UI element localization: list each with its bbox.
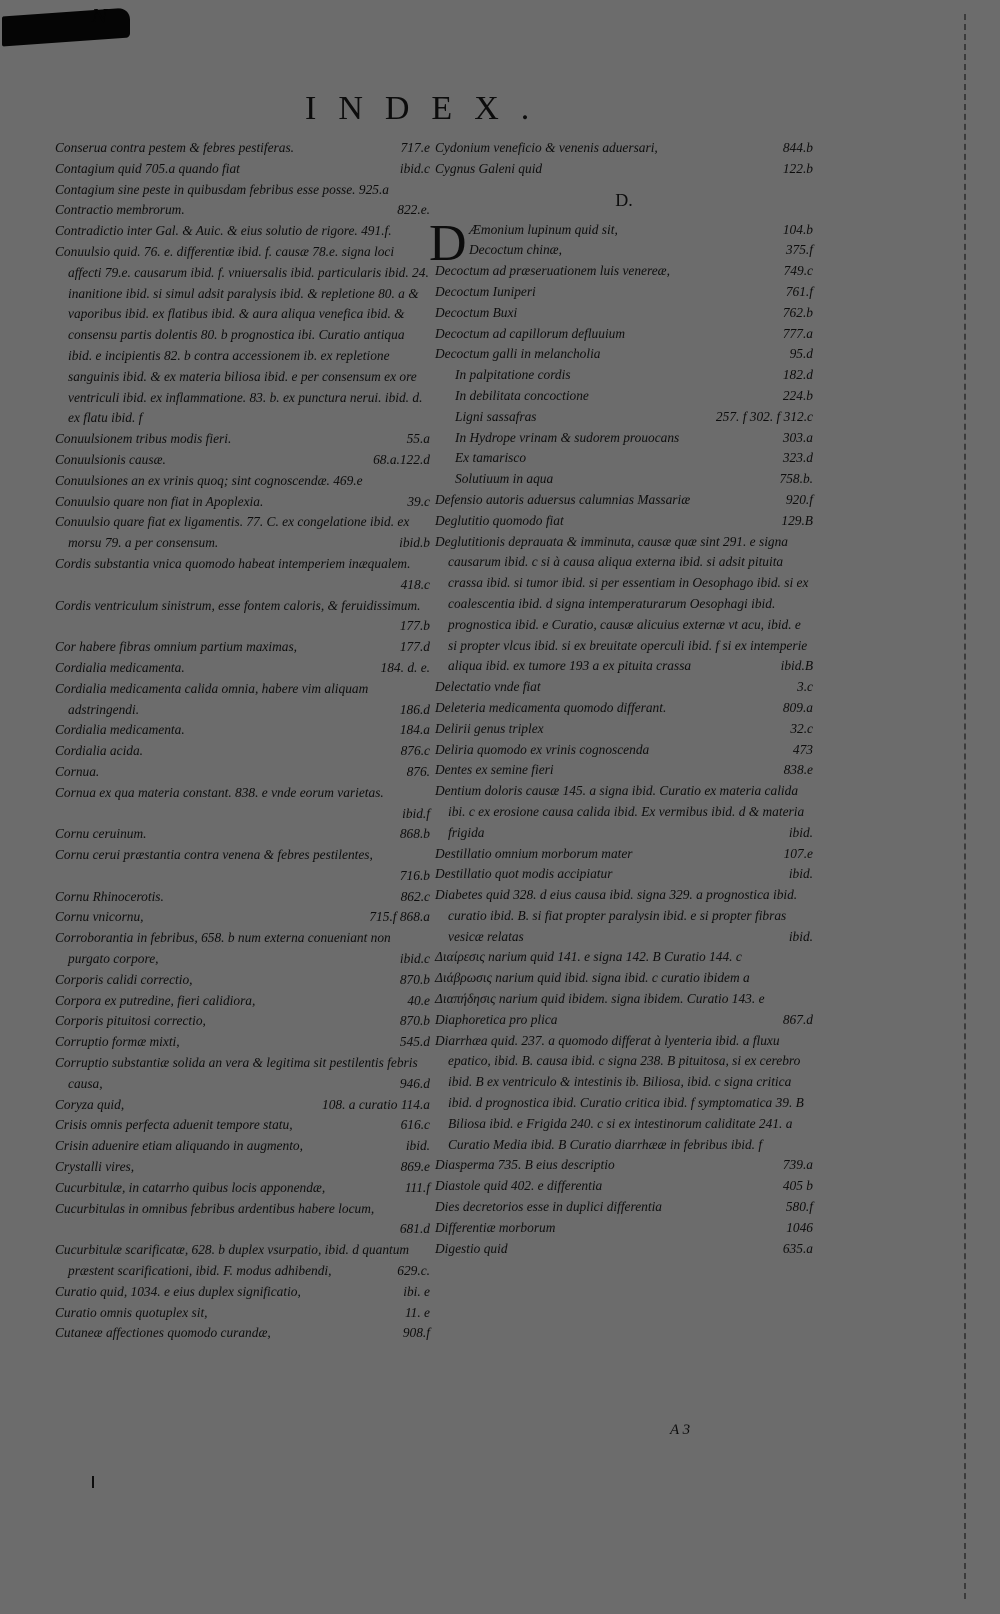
index-entry-text: Cornu cerui præstantia contra venena & febres pestilentes,	[55, 847, 373, 863]
index-entry-text: Contradictio inter Gal. & Auic. & eius solutio de rigore. 491.f.	[55, 223, 392, 239]
index-page-reference: 68.a.122.d	[373, 451, 430, 467]
index-entry	[55, 180, 430, 201]
index-column-left	[55, 138, 430, 1344]
index-entry-text: Cutaneæ affectiones quomodo curandæ,	[55, 1325, 271, 1341]
index-page-reference: 761.f	[785, 283, 813, 299]
index-entry	[55, 1240, 430, 1282]
page-edge	[964, 14, 978, 1599]
index-entry-text: Crisis omnis perfecta aduenit tempore statu,	[55, 1117, 293, 1133]
index-entry-text: Cor habere fibras omnium partium maximas,	[55, 639, 298, 655]
index-page-reference: 182.d	[782, 367, 813, 383]
dropcap-entries	[435, 220, 813, 262]
index-entry-text: Conuulsio quid. 76. e. differentiæ ibid. f. causæ 78.e. signa loci affecti 79.e. causarum ibid. f. vniuersalis ibid. particularis ibid. 24. inanitione ibid. si simul adsit paralysis ibid. & repletione 80. a & vaporibus ibid. ex flatibus ibid. & aura aliqua venefica ibid. & consensu partis dolentis 80. b prognostica ibi. Curatio antiqua ibid. e incipientis 82. b contra accessionem ib. ex repletione sanguinis ibid. & ex materia biliosa ibid. e per consensum ex ore ventriculi ibid. ex inflammatione. 83. b. ex punctura nerui. ibid. d. ex flatu ibid. f	[55, 243, 429, 426]
index-entry	[435, 760, 813, 781]
index-page-reference: 946.d	[399, 1075, 430, 1091]
index-entry-text: Decoctum ad præseruationem luis venereæ,	[435, 263, 670, 279]
index-entry-text: Cydonium veneficio & venenis aduersari,	[435, 140, 658, 155]
index-page-reference: 184.a	[399, 722, 430, 738]
index-page-reference: 32.c	[790, 720, 813, 736]
index-entry	[55, 887, 430, 908]
index-entry-text: Corroborantia in febribus, 658. b num externa conueniant non purgato corpore,	[55, 930, 391, 967]
index-entry	[55, 596, 430, 638]
index-page-reference: 107.e	[783, 845, 813, 861]
index-entry	[435, 532, 813, 678]
index-entry-text: Cordialia acida.	[55, 743, 144, 759]
index-entry-text: Dentes ex semine fieri	[435, 762, 554, 778]
index-column-right	[429, 138, 813, 1259]
index-page-reference: 418.c	[400, 576, 430, 592]
index-entry	[55, 200, 430, 221]
index-entry	[55, 471, 430, 492]
index-entry	[435, 511, 813, 532]
index-page-reference: 681.d	[399, 1221, 430, 1237]
signature-mark: A 3	[670, 1422, 691, 1438]
index-entry-text: Cucurbitulæ, in catarrho quibus locis apponendæ,	[55, 1179, 326, 1195]
index-entry-text: Conserua contra pestem & febres pestiferas.	[55, 140, 295, 155]
index-entry-text: Crystalli vires,	[55, 1159, 135, 1175]
index-entry	[55, 1323, 430, 1344]
index-entry	[435, 947, 813, 968]
index-page-reference: 545.d	[399, 1034, 430, 1050]
index-page-reference: 777.a	[782, 325, 813, 341]
index-entry	[55, 221, 430, 242]
index-page-reference: 111.f	[404, 1179, 430, 1195]
index-page-reference: 108. a curatio 114.a	[322, 1096, 430, 1112]
index-entry	[435, 1218, 813, 1239]
index-entry	[55, 1032, 430, 1053]
index-entry-text: Conuulsio quare fiat ex ligamentis. 77. C. ex congelatione ibid. ex morsu 79. a per consensum.	[55, 514, 410, 551]
index-entry	[55, 991, 430, 1012]
index-entry-text: In palpitatione cordis	[455, 367, 571, 383]
index-entry	[435, 677, 813, 698]
index-entry-text: Coryza quid,	[55, 1096, 125, 1112]
index-entry-text: Cornua.	[55, 763, 100, 779]
dropcap: D	[429, 214, 467, 272]
index-entry	[435, 220, 813, 241]
index-page-reference: 868.b	[399, 826, 430, 842]
page-title: INDEX.	[305, 90, 552, 127]
index-page-reference: 122.b	[782, 160, 813, 176]
index-entry	[55, 1053, 430, 1095]
index-page-reference: ibid.	[788, 928, 813, 944]
index-entry	[55, 679, 430, 721]
index-entry-text: Cordialia medicamenta.	[55, 722, 185, 738]
index-page-reference: 822.e.	[397, 202, 430, 218]
index-page-reference: 844.b	[782, 140, 813, 155]
index-page-reference: 11. e	[404, 1304, 430, 1320]
index-entry	[435, 989, 813, 1010]
index-entry	[435, 261, 813, 282]
index-entry	[435, 968, 813, 989]
index-page-reference: 3.c	[797, 679, 813, 695]
index-entry	[435, 698, 813, 719]
index-entry-text: Destillatio omnium morborum mater	[435, 845, 633, 861]
index-entry	[55, 1136, 430, 1157]
index-entry-text: Cordialia medicamenta calida omnia, habere vim aliquam adstringendi.	[55, 680, 369, 717]
index-entry-text: Conuulsio quare non fiat in Apoplexia.	[55, 493, 264, 509]
index-entry	[55, 658, 430, 679]
index-page-reference: 716.b	[399, 867, 430, 883]
index-page-reference: 580.f	[785, 1199, 813, 1215]
index-entry-text: Διαίρεσις narium quid 141. e signa 142. B Curatio 144. c	[435, 949, 742, 965]
index-entry	[55, 845, 430, 887]
index-page-reference: 715.f 868.a	[369, 909, 430, 925]
index-entry	[55, 492, 430, 513]
index-page-reference: 717.e	[400, 140, 430, 155]
index-page-reference: 375.f	[785, 242, 813, 258]
index-entry-text: Destillatio quot modis accipiatur	[435, 866, 613, 882]
index-entry	[435, 1197, 813, 1218]
index-entry-text: Delectatio vnde fiat	[435, 679, 541, 695]
index-entry-text: Cucurbitulæ scarificatæ, 628. b duplex vsurpatio, ibid. d quantum præstent scarificationi, ibid. F. modus adhibendi,	[55, 1242, 410, 1279]
index-page-reference: 876.	[406, 763, 430, 779]
index-entry	[55, 429, 430, 450]
index-entry	[55, 783, 430, 825]
index-page-reference: 739.a	[782, 1157, 813, 1173]
index-entry-text: Decoctum chinæ,	[469, 242, 562, 258]
index-entry-text: Differentiæ morborum	[435, 1219, 556, 1235]
index-entry-text: Cordis ventriculum sinistrum, esse fontem caloris, & feruidissimum.	[55, 597, 421, 613]
index-entry	[435, 448, 813, 469]
index-entry	[435, 159, 813, 180]
index-entry-text: Diasperma 735. B eius descriptio	[435, 1157, 615, 1173]
index-entry-text: Delirii genus triplex	[435, 720, 544, 736]
index-entry-text: Æmonium lupinum quid sit,	[469, 221, 618, 237]
index-entry	[435, 386, 813, 407]
index-page-reference: 257. f 302. f 312.c	[715, 408, 813, 424]
index-page-reference: 862.c	[400, 888, 430, 904]
index-entry	[435, 864, 813, 885]
index-page-reference: 876.c	[400, 743, 430, 759]
index-page-reference: 177.d	[399, 639, 430, 655]
index-entry-text: Cygnus Galeni quid	[435, 160, 543, 176]
index-entry	[435, 365, 813, 386]
index-entry	[435, 282, 813, 303]
index-page-reference: 867.d	[782, 1011, 813, 1027]
index-entry-text: Dies decretorios esse in duplici differentia	[435, 1199, 662, 1215]
index-entry-text: Curatio omnis quotuplex sit,	[55, 1304, 208, 1320]
index-entry	[435, 407, 813, 428]
index-page-reference: 104.b	[782, 221, 813, 237]
index-entry-text: Digestio quid	[435, 1240, 508, 1256]
index-entry	[435, 324, 813, 345]
index-entry-text: Deliria quomodo ex vrinis cognoscenda	[435, 741, 650, 757]
index-page-reference: 809.a	[782, 699, 813, 715]
index-entry-text: Decoctum Buxi	[435, 304, 518, 320]
index-entry-text: Contractio membrorum.	[55, 202, 185, 218]
index-page-reference: 635.a	[782, 1240, 813, 1256]
index-page-reference: 629.c.	[397, 1263, 430, 1279]
index-page-reference: 1046	[786, 1219, 813, 1235]
index-entry	[55, 1303, 430, 1324]
index-page-reference: 40.e	[407, 992, 430, 1008]
index-entry	[55, 970, 430, 991]
index-entry-text: Corruptio substantiæ solida an vera & legitima sit pestilentis febris causa,	[55, 1055, 418, 1091]
index-entry	[55, 1282, 430, 1303]
index-entry	[55, 450, 430, 471]
index-entry	[435, 1155, 813, 1176]
index-entry-text: In Hydrope vrinam & sudorem prouocans	[455, 429, 680, 445]
index-entry-text: Diaphoretica pro plica	[435, 1011, 558, 1027]
index-entry-text: Cornu ceruinum.	[55, 826, 147, 842]
index-page-reference: 616.c	[400, 1117, 430, 1133]
index-entry-text: Corruptio formæ mixti,	[55, 1034, 180, 1050]
index-page-reference: 405 b	[782, 1178, 813, 1194]
index-entry	[435, 1239, 813, 1260]
index-entry-text: Conuulsiones an ex vrinis quoq; sint cognoscendæ. 469.e	[55, 472, 363, 488]
index-page-reference: 762.b	[782, 304, 813, 320]
index-entry-text: Contagium quid 705.a quando fiat	[55, 160, 240, 176]
index-entry	[55, 824, 430, 845]
section-heading: D.	[615, 189, 633, 210]
index-page-reference: 870.b	[399, 971, 430, 987]
index-entry	[55, 907, 430, 928]
index-entry	[435, 490, 813, 511]
index-entry-text: Deglutitionis deprauata & imminuta, causæ quæ sint 291. e signa causarum ibid. c si à causa aliqua externa ibid. si adsit pituita crassa ibid. si tumor ibid. si per essentiam in Oesophago ibid. si ex coalescentia ibid. d signa intemperaturarum Oesophagi ibid. prognostica ibid. e Curatio, causæ alicuius externæ vt acu, ibid. e si propter vlcus ibid. si ex breuitate operculi ibid. f si ex intemperie aliqua ibid. ex tumore 193 a ex pituita crassa	[435, 533, 809, 674]
index-entry-text: Corporis pituitosi correctio,	[55, 1013, 206, 1029]
index-entry	[55, 1115, 430, 1136]
index-entry-text: Διαπήδησις narium quid ibidem. signa ibidem. Curatio 143. e	[435, 991, 765, 1007]
index-entry-text: Διάβρωσις narium quid ibid. signa ibid. c curatio ibidem a	[435, 970, 750, 986]
index-entry-text: Diabetes quid 328. d eius causa ibid. signa 329. a prognostica ibid. curatio ibid. B. si fiat propter paralysin ibid. e si propter fibras vesicæ relatas	[435, 887, 798, 944]
index-page-reference: 869.e	[400, 1159, 430, 1175]
index-entry	[435, 469, 813, 490]
index-entry-text: Cornu Rhinocerotis.	[55, 888, 164, 904]
index-page-reference: 908.f	[402, 1325, 430, 1341]
index-entry-text: Cornu vnicornu,	[55, 909, 144, 925]
ink-blot	[2, 8, 130, 47]
index-entry-text: Decoctum ad capillorum defluuium	[435, 325, 626, 341]
index-page-reference: ibid.	[405, 1138, 430, 1154]
index-entry-text: Conuulsionis causæ.	[55, 451, 166, 467]
index-entry-text: In debilitata concoctione	[455, 387, 589, 403]
index-entry	[55, 741, 430, 762]
index-entry-text: Ligni sassafras	[455, 408, 537, 424]
index-page-reference: 129.B	[781, 512, 813, 528]
index-entry	[55, 1095, 430, 1116]
index-entry-text: Curatio quid, 1034. e eius duplex significatio,	[55, 1283, 301, 1299]
index-entry-text: Contagium sine peste in quibusdam febribus esse posse. 925.a	[55, 181, 390, 197]
index-entry	[55, 762, 430, 783]
index-entry-text: Conuulsionem tribus modis fieri.	[55, 431, 232, 447]
index-entry	[55, 138, 430, 159]
index-page-reference: ibi. e	[403, 1283, 430, 1299]
corner-text: N	[92, 6, 109, 27]
index-page-reference: ibid.B	[780, 658, 813, 674]
index-page-reference: 838.e	[783, 762, 813, 778]
index-entry-text: Diastole quid 402. e differentia	[435, 1178, 603, 1194]
index-page-reference: 186.d	[399, 701, 430, 717]
index-entry	[435, 428, 813, 449]
index-entry-text: Diarrhæa quid. 237. a quomodo differat à lyenteria ibid. a fluxu epatico, ibid. B. causa ibid. c signa 238. B pituitosa, si ex cerebro ibid. B ex ventriculo & intestinis ib. Biliosa, ibid. c signa critica ibid. d prognostica ibid. Curatio critica ibid. f symptomatica 39. B Biliosa ibid. e Frigida 240. c si ex intestinorum caliditate 241. a Curatio Media ibid. B Curatio diarrhææ in febribus ibid. f	[435, 1032, 804, 1152]
index-entry-text: Corporis calidi correctio,	[55, 971, 193, 987]
index-page-reference: 39.c	[407, 493, 430, 509]
index-entry	[435, 240, 813, 261]
index-page-reference: ibid.	[788, 866, 813, 882]
index-page-reference: ibid.c	[399, 160, 430, 176]
index-entry-text: Dentium doloris causæ 145. a signa ibid. Curatio ex materia calida ibi. c ex erosione causa calida ibid. Ex vermibus ibid. d & materia frigida	[435, 783, 805, 840]
index-page-reference: ibid.b	[399, 535, 430, 551]
index-entry	[55, 720, 430, 741]
index-page-reference: 870.b	[399, 1013, 430, 1029]
margin-mark	[92, 1476, 94, 1488]
index-entry	[435, 719, 813, 740]
index-entry	[435, 844, 813, 865]
index-page-reference: 184. d. e.	[380, 659, 430, 675]
index-entry-text: Defensio autoris aduersus calumnias Massariæ	[435, 491, 691, 507]
index-entry-text: Deglutitio quomodo fiat	[435, 512, 564, 528]
index-page-reference: ibid.f	[402, 805, 430, 821]
index-page-reference: ibid.c	[399, 951, 430, 967]
index-page-reference: 920.f	[785, 491, 813, 507]
index-entry	[55, 1178, 430, 1199]
index-entry	[435, 138, 813, 159]
index-entry-text: Deleteria medicamenta quomodo differant.	[435, 699, 667, 715]
index-entry	[55, 159, 430, 180]
index-entry	[435, 781, 813, 843]
right-column-top-entries	[435, 138, 813, 180]
index-entry-text: Decoctum galli in melancholia	[435, 346, 601, 362]
index-entry	[55, 554, 430, 596]
index-entry	[55, 1157, 430, 1178]
index-entry	[435, 740, 813, 761]
index-entry-text: Cordialia medicamenta.	[55, 659, 185, 675]
index-entry-text: Solutiuum in aqua	[455, 471, 554, 487]
index-entry-text: Cordis substantia vnica quomodo habeat intemperiem inæqualem.	[55, 555, 411, 571]
index-entry-text: Cucurbitulas in omnibus febribus ardentibus habere locum,	[55, 1200, 375, 1216]
index-page-reference: ibid.	[788, 824, 813, 840]
index-entry	[55, 637, 430, 658]
index-entry-text: Corpora ex putredine, fieri calidiora,	[55, 992, 256, 1008]
index-page-reference: 473	[792, 741, 813, 757]
index-entry	[435, 1031, 813, 1156]
right-column-entries	[435, 261, 813, 1259]
index-page-reference: 303.a	[782, 429, 813, 445]
index-entry-text: Cornua ex qua materia constant. 838. e vnde eorum varietas.	[55, 784, 384, 800]
index-entry-text: Ex tamarisco	[455, 450, 527, 466]
index-entry	[435, 344, 813, 365]
index-entry	[55, 1199, 430, 1241]
index-entry	[435, 885, 813, 947]
index-entry-text: Crisin aduenire etiam aliquando in augmento,	[55, 1138, 303, 1154]
index-entry	[435, 303, 813, 324]
index-page-reference: 758.b.	[779, 471, 813, 487]
index-page-reference: 177.b	[399, 618, 430, 634]
index-entry	[55, 512, 430, 554]
index-entry	[55, 1011, 430, 1032]
index-entry	[435, 1010, 813, 1031]
index-entry-text: Decoctum Iuniperi	[435, 283, 536, 299]
index-entry	[55, 928, 430, 970]
index-entry	[55, 242, 430, 429]
index-page-reference: 323.d	[782, 450, 813, 466]
index-page-reference: 749.c	[783, 263, 813, 279]
index-page-reference: 55.a	[406, 431, 430, 447]
index-entry	[435, 1176, 813, 1197]
index-page-reference: 224.b	[782, 387, 813, 403]
index-page-reference: 95.d	[789, 346, 813, 362]
